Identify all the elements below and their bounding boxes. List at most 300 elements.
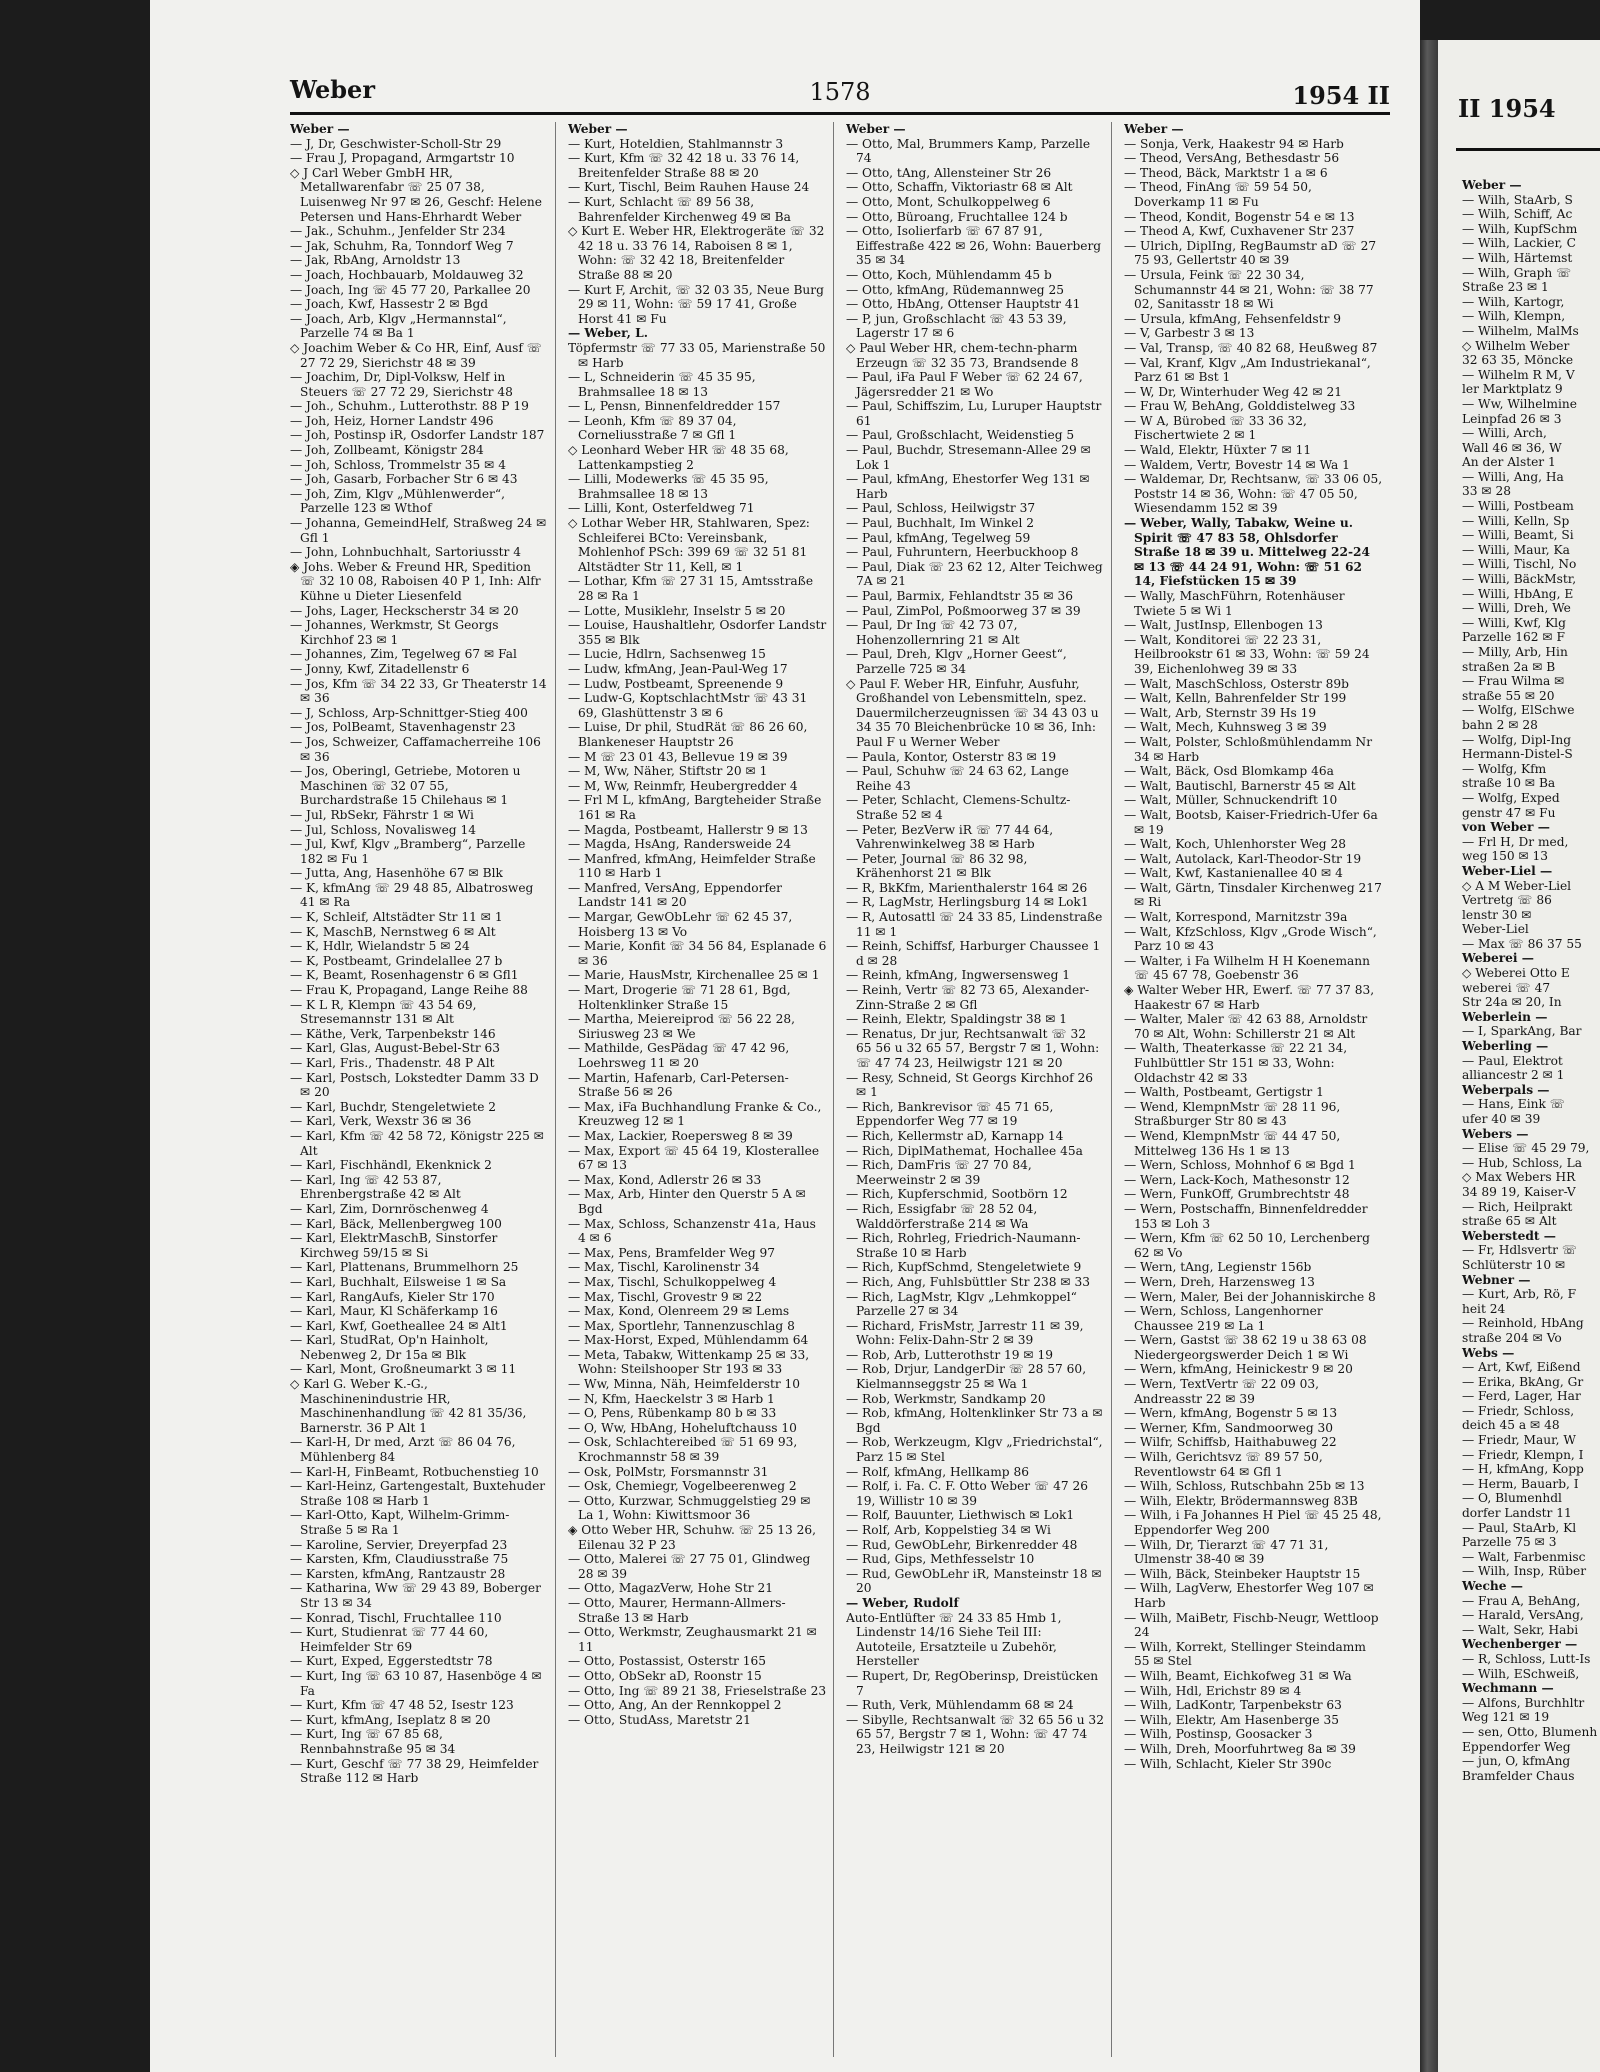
directory-entry: — Lotte, Musiklehr, Inselstr 5 ✉ 20: [568, 603, 786, 618]
directory-entry: — Theod, VersAng, Bethesdastr 56: [1124, 151, 1340, 166]
directory-entry: — P, jun, Großschlacht ☏ 43 53 39, Lagerstr 17 ✉ 6: [846, 311, 1067, 341]
directory-entry: — Karsten, Kfm, Claudiusstraße 75: [290, 1552, 509, 1567]
page-number: 1578: [809, 78, 871, 106]
directory-entry: — Jos, PolBeamt, Stavenhagenstr 23: [290, 720, 516, 735]
directory-entry: — R, BkKfm, Marienthalerstr 164 ✉ 26: [846, 880, 1088, 895]
directory-entry: — Waldem, Vertr, Bovestr 14 ✉ Wa 1: [1124, 457, 1350, 472]
next-page-entry: 34 89 19, Kaiser-V: [1462, 1184, 1576, 1199]
directory-entry: — Reinh, Vertr ☏ 82 73 65, Alexander-Zinn-Straße 2 ✉ Gfl: [846, 983, 1090, 1012]
directory-entry: — Wilh, Beamt, Eichkofweg 31 ✉ Wa: [1124, 1668, 1352, 1683]
directory-entry: — Wilh, Schloss, Rutschbahn 25b ✉ 13: [1124, 1479, 1365, 1494]
directory-entry: — W A, Bürobed ☏ 33 36 32, Fischertwiete 2 ✉ 1: [1124, 413, 1307, 443]
directory-entry: — Walter, i Fa Wilhelm H H Koenemann ☏ 45 67 78, Goebenstr 36: [1124, 953, 1370, 983]
directory-entry: — Karsten, kfmAng, Rantzaustr 28: [290, 1566, 506, 1581]
directory-entry: — Wilh, Korrekt, Stellinger Steindamm 55 ✉ Stel: [1124, 1639, 1366, 1669]
next-page-entry: ◇ A M Weber-Liel: [1462, 878, 1572, 893]
directory-entry: — Ursula, Feink ☏ 22 30 34, Schumannstr 44 ✉ 21, Wohn: ☏ 38 77 02, Sanitasstr 18 ✉ Wi: [1124, 267, 1374, 312]
directory-entry: — Jul, Kwf, Klgv „Bramberg“, Parzelle 182 ✉ Fu 1: [290, 837, 526, 866]
directory-entry: — Jul, RbSekr, Fährstr 1 ✉ Wi: [290, 807, 474, 822]
directory-entry: — Karl-H, FinBeamt, Rotbuchenstieg 10: [290, 1464, 539, 1479]
next-page-entry: Weg 121 ✉ 19: [1462, 1710, 1550, 1725]
directory-entry: — Wilh, Bäck, Steinbeker Hauptstr 15: [1124, 1566, 1361, 1581]
directory-entry: — Waldemar, Dr, Rechtsanw, ☏ 33 06 05, Poststr 14 ✉ 36, Wohn: ☏ 47 05 50, Wiesendamm 152 ✉ 39: [1124, 472, 1383, 516]
directory-entry: — Paul, Buchhalt, Im Winkel 2: [846, 516, 1035, 531]
directory-column-3: [846, 122, 1112, 2057]
next-page-entry: Str 24a ✉ 20, In: [1462, 995, 1562, 1010]
directory-entry: — Karl-Otto, Kapt, Wilhelm-Grimm-Straße 5 ✉ Ra 1: [290, 1508, 510, 1537]
directory-entry: — Paul, Buchdr, Stresemann-Allee 29 ✉ Lok 1: [846, 443, 1091, 472]
directory-entry: — Otto, MagazVerw, Hohe Str 21: [568, 1581, 773, 1596]
directory-entry: — Wilh, Dreh, Moorfuhrtweg 8a ✉ 39: [1124, 1741, 1356, 1756]
next-page-entry: Weberpals —: [1462, 1082, 1550, 1097]
directory-entry: — Joach, Ing ☏ 45 77 20, Parkallee 20: [290, 282, 531, 297]
directory-entry: — Ruth, Verk, Mühlendamm 68 ✉ 24: [846, 1698, 1074, 1713]
next-page-entry: — Frl H, Dr med,: [1462, 834, 1569, 849]
directory-entry: — Rich, Kellermstr aD, Karnapp 14: [846, 1128, 1064, 1143]
directory-entry: — Mathilde, GesPädag ☏ 47 42 96, Loehrsweg 11 ✉ 20: [568, 1041, 790, 1070]
directory-entry: Weber —: [290, 122, 350, 136]
directory-entry: — Rob, Werkzeugm, Klgv „Friedrichstal“, Parz 15 ✉ Stel: [846, 1435, 1103, 1465]
next-page-entry: bahn 2 ✉ 28: [1462, 717, 1538, 732]
directory-entry: — Frau W, BehAng, Golddistelweg 33: [1124, 399, 1356, 414]
directory-entry: — Wern, Dreh, Harzensweg 13: [1124, 1274, 1315, 1289]
next-page-entry: alliancestr 2 ✉ 1: [1462, 1068, 1565, 1083]
directory-entry: — Karoline, Servier, Dreyerpfad 23: [290, 1537, 508, 1552]
directory-entry: — Paul, Fuhruntern, Heerbuckhoop 8: [846, 545, 1079, 560]
directory-entry: — Werner, Kfm, Sandmoorweg 30: [1124, 1420, 1334, 1435]
directory-entry: — Walt, Koch, Uhlenhorster Weg 28: [1124, 837, 1346, 852]
next-page-column: [1462, 178, 1600, 1783]
directory-entry: — Weber, L.: [568, 326, 648, 341]
directory-entry: — Walt, Kelln, Bahrenfelder Str 199: [1124, 691, 1347, 706]
next-page-entry: — Herm, Bauarb, I: [1462, 1476, 1579, 1491]
next-page-entry: — Wilh, Kartogr,: [1462, 294, 1565, 309]
directory-entry: — Otto, kfmAng, Rüdemannweg 25: [846, 282, 1064, 297]
directory-entry: — Jutta, Ang, Hasenhöhe 67 ✉ Blk: [290, 866, 503, 881]
directory-entry: — K, Hdlr, Wielandstr 5 ✉ 24: [290, 939, 470, 954]
directory-entry: — Otto, Kurzwar, Schmuggelstieg 29 ✉ La 1, Wohn: Kiwittsmoor 36: [568, 1493, 811, 1523]
directory-entry: — Wend, KlempnMstr ☏ 28 11 96, Straßburger Str 80 ✉ 43: [1124, 1099, 1341, 1129]
directory-entry: — Karl, Maur, Kl Schäferkamp 16: [290, 1304, 498, 1319]
directory-entry: — Reinh, Schiffsf, Harburger Chaussee 1 d ✉ 28: [846, 939, 1101, 968]
directory-entry: — Wally, MaschFührn, Rotenhäuser Twiete 5 ✉ Wi 1: [1124, 589, 1345, 618]
next-page-entry: — Friedr, Schloss,: [1462, 1403, 1575, 1418]
directory-entry: — K, Postbeamt, Grindelallee 27 b: [290, 953, 503, 968]
directory-entry: — Paul, Diak ☏ 23 62 12, Alter Teichweg 7A ✉ 21: [846, 559, 1103, 589]
directory-entry: — Frl M L, kfmAng, Bargteheider Straße 161 ✉ Ra: [568, 793, 822, 822]
directory-entry: — Lilli, Kont, Osterfeldweg 71: [568, 501, 755, 516]
directory-entry: — Wilh, Postinsp, Goosacker 3: [1124, 1727, 1313, 1742]
directory-entry: — Walt, Kwf, Kastanienallee 40 ✉ 4: [1124, 866, 1343, 881]
next-page-entry: Vertretg ☏ 86: [1462, 893, 1552, 908]
directory-entry: — John, Lohnbuchhalt, Sartoriusstr 4: [290, 545, 521, 560]
directory-entry: — Paula, Kontor, Osterstr 83 ✉ 19: [846, 749, 1057, 764]
directory-entry: — Peter, Journal ☏ 86 32 98, Krähenhorst 21 ✉ Blk: [846, 851, 1028, 881]
directory-entry: — Val, Transp, ☏ 40 82 68, Heußweg 87: [1124, 340, 1378, 355]
directory-entry: — Wern, Schloss, Mohnhof 6 ✉ Bgd 1: [1124, 1158, 1356, 1173]
directory-entry: — Walt, Mech, Kuhnsweg 3 ✉ 39: [1124, 720, 1327, 735]
header-rule: [290, 112, 1390, 115]
directory-entry: — Wilh, Elektr, Brödermannsweg 83B: [1124, 1493, 1358, 1508]
directory-entry: ◇ Paul F. Weber HR, Einfuhr, Ausfuhr, Großhandel von Lebensmitteln, spez. Dauermilcherzeugnissen ☏ 34 43 03 u 34 35 70 Bleichenbrücke 10 ✉ 36, Inh: Paul F u Werner Weber: [846, 676, 1099, 749]
directory-entry: — Joh, Zollbeamt, Königstr 284: [290, 443, 484, 458]
directory-entry: — Karl, ElektrMaschB, Sinstorfer Kirchweg 59/15 ✉ Si: [290, 1231, 498, 1260]
directory-entry: ◇ Lothar Weber HR, Stahlwaren, Spez: Schleiferei BCto: Vereinsbank, Mohlenhof PSch: 399 69 ☏ 32 51 81 Altstädter Str 11, Kell, ✉ 1: [568, 516, 810, 574]
directory-entry: — Jak, RbAng, Arnoldstr 13: [290, 253, 461, 268]
directory-entry: — Wern, FunkOff, Grumbrechtstr 48: [1124, 1187, 1350, 1202]
next-page-entry: — Willi, Ang, Ha: [1462, 469, 1564, 484]
directory-entry: — Wern, Gastst ☏ 38 62 19 u 38 63 08 Niedergeorgswerder Deich 1 ✉ Wi: [1124, 1333, 1367, 1362]
directory-entry: — Karl, RangAufs, Kieler Str 170: [290, 1289, 495, 1304]
directory-entry: — Theod A, Kwf, Cuxhavener Str 237: [1124, 224, 1355, 239]
directory-entry: — J, Schloss, Arp-Schnittger-Stieg 400: [290, 705, 528, 720]
directory-entry: — Jos, Schweizer, Caffamacherreihe 106 ✉ 36: [290, 734, 541, 764]
directory-entry: — Paul, Dr Ing ☏ 42 73 07, Hohenzollernring 21 ✉ Alt: [846, 618, 1020, 647]
directory-entry: — Joh., Schuhm., Lutterothstr. 88 P 19: [290, 399, 529, 414]
directory-entry: — Lucie, Hdlrn, Sachsenweg 15: [568, 647, 766, 662]
directory-entry: — Kurt, Kfm ☏ 47 48 52, Isestr 123: [290, 1698, 514, 1713]
next-page-entry: — Wilh, KupfSchm: [1462, 221, 1578, 236]
directory-entry: — Reinh, Elektr, Spaldingstr 38 ✉ 1: [846, 1012, 1068, 1027]
directory-entry: — Max, Pens, Bramfelder Weg 97: [568, 1245, 776, 1260]
directory-entry: — Paul, kfmAng, Ehestorfer Weg 131 ✉ Harb: [846, 472, 1090, 501]
next-page-entry: — Wolfg, Kfm: [1462, 761, 1547, 776]
next-page-entry: — Frau A, BehAng,: [1462, 1593, 1581, 1608]
directory-entry: — Karl, Verk, Wexstr 36 ✉ 36: [290, 1114, 472, 1129]
next-page-entry: — Wolfg, Exped: [1462, 790, 1560, 805]
directory-entry: — Rud, GewObLehr iR, Mansteinstr 18 ✉ 20: [846, 1566, 1102, 1596]
directory-entry: — Paul, Schuhw ☏ 24 63 62, Lange Reihe 43: [846, 764, 1069, 793]
directory-columns: [290, 122, 1390, 2057]
directory-entry: — Otto, Ang, An der Rennkoppel 2: [568, 1698, 782, 1713]
directory-entry: — Wern, tAng, Legienstr 156b: [1124, 1260, 1312, 1275]
next-page-entry: ◇ Max Webers HR: [1462, 1170, 1576, 1185]
directory-entry: — Paul, iFa Paul F Weber ☏ 62 24 67, Jägersredder 21 ✉ Wo: [846, 370, 1083, 399]
directory-entry: Töpfermstr ☏ 77 33 05, Marienstraße 50 ✉ Harb: [568, 340, 826, 370]
running-head-surname: Weber: [290, 75, 375, 104]
directory-entry: — Walt, Bautischl, Barnerstr 45 ✉ Alt: [1124, 778, 1356, 793]
directory-entry: Weber —: [1124, 122, 1184, 136]
directory-entry: — Joach, Hochbauarb, Moldauweg 32: [290, 267, 524, 282]
directory-entry: — R, LagMstr, Herlingsburg 14 ✉ Lok1: [846, 895, 1089, 910]
directory-column-1: [290, 122, 556, 2057]
directory-entry: — Jak, Schuhm, Ra, Tonndorf Weg 7: [290, 238, 514, 253]
directory-entry: — Ursula, kfmAng, Fehsenfeldstr 9: [1124, 311, 1342, 326]
directory-entry: — Otto, HbAng, Ottenser Hauptstr 41: [846, 297, 1081, 312]
directory-entry: — K L R, Klempn ☏ 43 54 69, Stresemannstr 131 ✉ Alt: [290, 997, 477, 1027]
directory-entry: — Rich, Rohrleg, Friedrich-Naumann-Straße 10 ✉ Harb: [846, 1231, 1081, 1260]
directory-entry: — O, Pens, Rübenkamp 80 b ✉ 33: [568, 1406, 777, 1421]
directory-entry: ◇ Karl G. Weber K.-G., Maschinenindustrie HR, Maschinenhandlung ☏ 42 81 35/36, Barnerstr. 36 P Alt 1: [290, 1377, 527, 1435]
directory-entry: — Käthe, Verk, Tarpenbekstr 146: [290, 1026, 496, 1041]
next-page-entry: Wechenberger —: [1462, 1637, 1578, 1652]
next-page-entry: — Hub, Schloss, La: [1462, 1155, 1582, 1170]
directory-entry: — Wern, Postschaffn, Binnenfeldredder 153 ✉ Loh 3: [1124, 1201, 1368, 1231]
directory-entry: — Max, Kond, Adlerstr 26 ✉ 33: [568, 1172, 762, 1187]
directory-entry: — Wilfr, Schiffsb, Haithabuweg 22: [1124, 1435, 1337, 1450]
next-page-entry: Parzelle 162 ✉ F: [1462, 630, 1565, 645]
directory-entry: — Wern, Lack-Koch, Mathesonstr 12: [1124, 1172, 1350, 1187]
directory-entry: — Walt, JustInsp, Ellenbogen 13: [1124, 618, 1323, 633]
directory-entry: — Otto, Mont, Schulkoppelweg 6: [846, 194, 1051, 209]
directory-entry: — Theod, Kondit, Bogenstr 54 e ✉ 13: [1124, 209, 1355, 224]
directory-entry: — Karl, Kfm ☏ 42 58 72, Königstr 225 ✉ Alt: [290, 1128, 544, 1158]
next-page-entry: Hermann-Distel-S: [1462, 747, 1573, 762]
directory-entry: — Peter, BezVerw iR ☏ 77 44 64, Vahrenwinkelweg 38 ✉ Harb: [846, 822, 1054, 852]
directory-entry: — Rud, GewObLehr, Birkenredder 48: [846, 1537, 1078, 1552]
directory-entry: — Weber, Rudolf: [846, 1595, 959, 1610]
directory-entry: — Joachim, Dr, Dipl-Volksw, Helf in Steuers ☏ 27 72 29, Sierichstr 48: [290, 370, 513, 399]
next-page-entry: Weber-Liel: [1462, 922, 1529, 937]
directory-entry: — Rolf, i. Fa. C. F. Otto Weber ☏ 47 26 19, Willistr 10 ✉ 39: [846, 1479, 1088, 1508]
directory-entry: — Max, Tischl, Grovestr 9 ✉ 22: [568, 1289, 763, 1304]
directory-entry: — Joach, Arb, Klgv „Hermannstal“, Parzelle 74 ✉ Ba 1: [290, 311, 507, 341]
next-page-entry: — Wilh, StaArb, S: [1462, 192, 1573, 207]
directory-entry: — Walt, Bäck, Osd Blomkamp 46a: [1124, 764, 1334, 779]
directory-entry: — Walt, Polster, Schloßmühlendamm Nr 34 ✉ Harb: [1124, 734, 1373, 764]
directory-entry: — Wilh, Hdl, Erichstr 89 ✉ 4: [1124, 1683, 1302, 1698]
directory-entry: — Walter, Maler ☏ 42 63 88, Arnoldstr 70 ✉ Alt, Wohn: Schillerstr 21 ✉ Alt: [1124, 1012, 1368, 1041]
next-page-entry: — Wilh, ESchweiß,: [1462, 1666, 1580, 1681]
next-page-entry: — Wolfg, ElSchwe: [1462, 703, 1575, 718]
next-page-entry: straßen 2a ✉ B: [1462, 659, 1556, 674]
next-page-entry: Webner —: [1462, 1272, 1531, 1287]
directory-entry: — Walth, Postbeamt, Gertigstr 1: [1124, 1085, 1324, 1100]
next-page-entry: — Willi, Arch,: [1462, 426, 1547, 441]
directory-entry: — Rich, Ang, Fuhlsbüttler Str 238 ✉ 33: [846, 1274, 1090, 1289]
next-page-entry: ufer 40 ✉ 39: [1462, 1112, 1541, 1126]
next-page-entry: — Wilhelm R M, V: [1462, 367, 1575, 382]
directory-entry: ◇ Paul Weber HR, chem-techn-pharm Erzeugn ☏ 32 35 73, Brandsende 8: [846, 340, 1079, 370]
directory-entry: — Otto, ObSekr aD, Roonstr 15: [568, 1668, 762, 1683]
next-page-entry: — Willi, Maur, Ka: [1462, 542, 1570, 557]
directory-entry: ◈ Walter Weber HR, Ewerf. ☏ 77 37 83, Haakestr 67 ✉ Harb: [1124, 983, 1375, 1012]
directory-entry: — Ludw, kfmAng, Jean-Paul-Weg 17: [568, 661, 788, 676]
directory-entry: — Jos, Kfm ☏ 34 22 33, Gr Theaterstr 14 ✉ 36: [290, 676, 547, 706]
directory-entry: — Rolf, Bauunter, Liethwisch ✉ Lok1: [846, 1508, 1075, 1523]
directory-entry: — K, Beamt, Rosenhagenstr 6 ✉ Gfl1: [290, 968, 519, 983]
next-page-entry: — Willi, Kwf, Klg: [1462, 615, 1566, 630]
directory-entry: — Kurt, kfmAng, Iseplatz 8 ✉ 20: [290, 1712, 491, 1727]
directory-entry: — L, Schneiderin ☏ 45 35 95, Brahmsallee 18 ✉ 13: [568, 370, 756, 399]
directory-entry: — Johannes, Werkmstr, St Georgs Kirchhof 23 ✉ 1: [290, 618, 499, 647]
directory-entry: — Wern, kfmAng, Heinickestr 9 ✉ 20: [1124, 1362, 1353, 1377]
next-page-entry: — H, kfmAng, Kopp: [1462, 1462, 1584, 1477]
directory-entry: — Kurt, Schlacht ☏ 89 56 38, Bahrenfelder Kirchenweg 49 ✉ Ba: [568, 194, 791, 224]
next-page-entry: — Willi, HbAng, E: [1462, 586, 1574, 601]
directory-entry: — Walt, KfzSchloss, Klgv „Grode Wisch“, Parz 10 ✉ 43: [1124, 924, 1377, 954]
directory-entry: — Karl, Plattenans, Brummelhorn 25: [290, 1260, 519, 1275]
directory-entry: — Theod, FinAng ☏ 59 54 50, Doverkamp 11 ✉ Fu: [1124, 180, 1312, 209]
directory-entry: — Otto, Schaffn, Viktoriastr 68 ✉ Alt: [846, 180, 1073, 195]
directory-entry: — Paul, Großschlacht, Weidenstieg 5: [846, 428, 1075, 443]
directory-entry: — Paul, Schloss, Heilwigstr 37: [846, 501, 1036, 516]
directory-entry: — Manfred, VersAng, Eppendorfer Landstr 141 ✉ 20: [568, 880, 783, 910]
next-page-entry: — Paul, Elektrot: [1462, 1053, 1563, 1068]
directory-entry: — Wend, KlempnMstr ☏ 44 47 50, Mittelweg 136 Hs 1 ✉ 13: [1124, 1128, 1341, 1158]
next-page-entry: — Milly, Arb, Hin: [1462, 645, 1568, 659]
next-page-entry: — Fr, Hdlsvertr ☏: [1462, 1243, 1578, 1258]
edition-year: 1954 II: [1292, 81, 1390, 110]
directory-entry: — N, Kfm, Haeckelstr 3 ✉ Harb 1: [568, 1391, 775, 1406]
directory-entry: — Wald, Elektr, Hüxter 7 ✉ 11: [1124, 443, 1312, 458]
next-page-entry: Eppendorfer Weg: [1462, 1739, 1571, 1754]
directory-entry: — Otto, Isolierfarb ☏ 67 87 91, Eiffestraße 422 ✉ 26, Wohn: Bauerberg 35 ✉ 34: [846, 224, 1102, 268]
directory-entry: — Joh, Gasarb, Forbacher Str 6 ✉ 43: [290, 472, 518, 487]
directory-entry: — Karl, Mont, Großneumarkt 3 ✉ 11: [290, 1362, 517, 1377]
directory-entry: — Wern, Maler, Bei der Johanniskirche 8: [1124, 1289, 1376, 1304]
directory-entry: — Rolf, Arb, Koppelstieg 34 ✉ Wi: [846, 1523, 1051, 1537]
directory-entry: ◈ Otto Weber HR, Schuhw. ☏ 25 13 26, Eilenau 32 P 23: [568, 1523, 816, 1552]
directory-entry: — M, Ww, Reinmfr, Heubergredder 4: [568, 778, 798, 793]
directory-entry: — Marie, HausMstr, Kirchenallee 25 ✉ 1: [568, 968, 820, 983]
next-page-entry: — Harald, VersAng,: [1462, 1608, 1584, 1623]
next-page-entry: — Walt, Farbenmisc: [1462, 1549, 1586, 1564]
directory-column-2: [568, 122, 834, 2057]
next-page-entry: Bramfelder Chaus: [1462, 1768, 1575, 1783]
directory-entry: — Magda, Postbeamt, Hallerstr 9 ✉ 13: [568, 822, 808, 837]
next-page-entry: — Art, Kwf, Eißend: [1462, 1360, 1581, 1375]
directory-entry: — Karl, Fris., Thadenstr. 48 P Alt: [290, 1056, 495, 1070]
directory-entry: — Karl, Buchhalt, Eilsweise 1 ✉ Sa: [290, 1274, 507, 1289]
directory-entry: — Walt, Bootsb, Kaiser-Friedrich-Ufer 6a ✉ 19: [1124, 807, 1378, 837]
directory-entry: — Wilh, Dr, Tierarzt ☏ 47 71 31, Ulmenstr 38-40 ✉ 39: [1124, 1537, 1329, 1567]
next-page-entry: — Wilh, Lackier, C: [1462, 236, 1577, 251]
directory-entry: — Rolf, kfmAng, Hellkamp 86: [846, 1464, 1029, 1479]
directory-entry: — Paul, Dreh, Klgv „Horner Geest“, Parzelle 725 ✉ 34: [846, 647, 1067, 676]
directory-entry: — Karl, Buchdr, Stengeletwiete 2: [290, 1099, 497, 1114]
directory-entry: — Louise, Haushaltlehr, Osdorfer Landstr 355 ✉ Blk: [568, 618, 827, 647]
directory-entry: — Wern, Kfm ☏ 62 50 10, Lerchenberg 62 ✉ Vo: [1124, 1231, 1370, 1260]
directory-entry: — R, Autosattl ☏ 24 33 85, Lindenstraße 11 ✉ 1: [846, 910, 1103, 939]
directory-entry: — Margar, GewObLehr ☏ 62 45 37, Hoisberg 13 ✉ Vo: [568, 910, 793, 939]
directory-entry: — Karl, Kwf, Goetheallee 24 ✉ Alt1: [290, 1318, 508, 1333]
directory-entry: ◇ Leonhard Weber HR ☏ 48 35 68, Lattenkampstieg 2: [568, 443, 789, 472]
directory-entry: — Richard, FrisMstr, Jarrestr 11 ✉ 39, Wohn: Felix-Dahn-Str 2 ✉ 39: [846, 1318, 1084, 1348]
next-page-entry: Weberstedt —: [1462, 1228, 1556, 1243]
next-page-entry: An der Alster 1: [1462, 455, 1556, 470]
directory-entry: Weber —: [846, 122, 906, 136]
next-page-entry: — Willi, Tischl, No: [1462, 557, 1577, 572]
next-page-entry: — Wilh, Härtemst: [1462, 250, 1573, 265]
directory-entry: — Rich, Essigfabr ☏ 28 52 04, Walddörferstraße 214 ✉ Wa: [846, 1201, 1038, 1231]
directory-entry: — Paul, ZimPol, Poßmoorweg 37 ✉ 39: [846, 603, 1081, 618]
next-page-entry: — R, Schloss, Lutt-Is: [1462, 1651, 1591, 1666]
directory-entry: — Otto, Postassist, Osterstr 165: [568, 1654, 766, 1669]
directory-entry: — Max, iFa Buchhandlung Franke & Co., Kreuzweg 12 ✉ 1: [568, 1099, 822, 1129]
directory-entry: — Kurt, Hoteldien, Stahlmannstr 3: [568, 136, 784, 151]
next-page-entry: — Willi, Dreh, We: [1462, 601, 1571, 616]
directory-entry: — Joh, Zim, Klgv „Mühlenwerder“, Parzelle 123 ✉ Wthof: [290, 486, 505, 516]
next-page-entry: Weche —: [1462, 1579, 1523, 1593]
next-page-entry: Webs —: [1462, 1345, 1515, 1360]
directory-entry: — Rud, Gips, Methfesselstr 10: [846, 1552, 1035, 1567]
book-binding: [1420, 40, 1438, 2072]
directory-entry: — Osk, Schlachtereibed ☏ 51 69 93, Krochmannstr 58 ✉ 39: [568, 1435, 798, 1465]
directory-entry: — Karl, StudRat, Op'n Hainholt, Nebenweg 2, Dr 15a ✉ Blk: [290, 1333, 489, 1362]
directory-entry: — Osk, PolMstr, Forsmannstr 31: [568, 1464, 769, 1479]
next-page-entry: — Wolfg, Dipl-Ing: [1462, 732, 1572, 747]
next-page-entry: straße 55 ✉ 20: [1462, 688, 1555, 703]
next-page-entry: Weberlein —: [1462, 1009, 1548, 1024]
directory-entry: — Walt, Arb, Sternstr 39 Hs 19: [1124, 705, 1317, 720]
directory-entry: — Resy, Schneid, St Georgs Kirchhof 26 ✉ 1: [846, 1070, 1093, 1100]
next-page-rule: [1456, 148, 1600, 151]
directory-entry: — Rob, Drjur, LandgerDir ☏ 28 57 60, Kielmannseggstr 25 ✉ Wa 1: [846, 1362, 1087, 1392]
next-page-entry: — sen, Otto, Blumenh: [1462, 1724, 1598, 1739]
next-page-entry: ◇ Wilhelm Weber: [1462, 338, 1570, 353]
directory-entry: — Manfred, kfmAng, Heimfelder Straße 110 ✉ Harb 1: [568, 851, 816, 881]
next-page-entry: — I, SparkAng, Bar: [1462, 1024, 1582, 1039]
directory-entry: Auto-Entlüfter ☏ 24 33 85 Hmb 1, Lindenstr 14/16 Siehe Teil III: Autoteile, Ersatzteile u Zubehör, Hersteller: [846, 1610, 1062, 1669]
next-page-entry: Weberei —: [1462, 951, 1534, 966]
directory-entry: — Mart, Drogerie ☏ 71 28 61, Bgd, Holtenklinker Straße 15: [568, 983, 791, 1012]
next-page-entry: ler Marktplatz 9: [1462, 382, 1563, 397]
directory-entry: — Konrad, Tischl, Fruchtallee 110: [290, 1610, 502, 1625]
directory-entry: — Walt, Konditorei ☏ 22 23 31, Heilbrookstr 61 ✉ 33, Wohn: ☏ 59 24 39, Eichenlohweg 39 ✉ 33: [1124, 632, 1370, 676]
directory-entry: — Lothar, Kfm ☏ 27 31 15, Amtsstraße 28 ✉ Ra 1: [568, 574, 814, 603]
next-page-entry: — Wilhelm, MalMs: [1462, 323, 1579, 338]
directory-entry: — Kurt F, Archit, ☏ 32 03 35, Neue Burg 29 ✉ 11, Wohn: ☏ 59 17 41, Große Horst 41 ✉ Fu: [568, 282, 824, 326]
directory-entry: — Wilh, Gerichtsvz ☏ 89 57 50, Reventlowstr 64 ✉ Gfl 1: [1124, 1450, 1323, 1479]
next-page-entry: — Willi, Kelln, Sp: [1462, 513, 1570, 528]
next-page-entry: straße 10 ✉ Ba: [1462, 776, 1556, 791]
next-page-entry: — Reinhold, HbAng: [1462, 1316, 1584, 1331]
next-page-entry: Parzelle 75 ✉ 3: [1462, 1535, 1557, 1550]
directory-entry: — Karl, Bäck, Mellenbergweg 100: [290, 1216, 502, 1231]
next-page-entry: Wall 46 ✉ 36, W: [1462, 440, 1562, 455]
next-page-entry: 33 ✉ 28: [1462, 484, 1511, 499]
directory-entry: — Otto, StudAss, Maretstr 21: [568, 1712, 751, 1727]
directory-entry: — Joach, Kwf, Hassestr 2 ✉ Bgd: [290, 297, 489, 312]
directory-entry: — Karl, Postsch, Lokstedter Damm 33 D ✉ 20: [290, 1070, 539, 1100]
next-page-entry: weg 150 ✉ 13: [1462, 849, 1549, 864]
directory-entry: — Martha, Meiereiprod ☏ 56 22 28, Siriusweg 23 ✉ We: [568, 1012, 796, 1041]
directory-entry: — Wern, Schloss, Langenhorner Chaussee 219 ✉ La 1: [1124, 1304, 1323, 1333]
next-page-entry: — O, Blumenhdl: [1462, 1491, 1562, 1506]
directory-entry: — Paul, Barmix, Fehlandtstr 35 ✉ 36: [846, 589, 1073, 603]
directory-entry: — Kurt, Exped, Eggerstedtstr 78: [290, 1654, 493, 1669]
directory-column-4: [1124, 122, 1390, 2057]
directory-entry: — Karl-H, Dr med, Arzt ☏ 86 04 76, Mühlenberg 84: [290, 1435, 516, 1465]
directory-entry: — Max, Tischl, Schulkoppelweg 4: [568, 1274, 777, 1289]
directory-entry: — Marie, Konfit ☏ 34 56 84, Esplanade 6 ✉ 36: [568, 939, 827, 968]
next-page-entry: — Friedr, Klempn, I: [1462, 1447, 1584, 1462]
next-page-entry: — Wilh, Schiff, Ac: [1462, 207, 1573, 222]
directory-entry: — V, Garbestr 3 ✉ 13: [1124, 326, 1255, 341]
directory-entry: ◇ Kurt E. Weber HR, Elektrogeräte ☏ 32 42 18 u. 33 76 14, Raboisen 8 ✉ 1, Wohn: ☏ 32 42 18, Breitenfelder Straße 88 ✉ 20: [568, 224, 825, 282]
directory-entry: — Johanna, GemeindHelf, Straßweg 24 ✉ Gfl 1: [290, 516, 547, 545]
directory-entry: — Joh, Schloss, Trommelstr 35 ✉ 4: [290, 457, 506, 472]
directory-entry: — Wern, TextVertr ☏ 22 09 03, Andreasstr 22 ✉ 39: [1124, 1377, 1319, 1406]
directory-entry: — Otto, tAng, Allensteiner Str 26: [846, 165, 1052, 180]
directory-entry: — Paul, kfmAng, Tegelweg 59: [846, 530, 1031, 545]
directory-entry: — Rob, Werkmstr, Sandkamp 20: [846, 1391, 1046, 1406]
directory-entry: — Walt, MaschSchloss, Osterstr 89b: [1124, 676, 1349, 691]
next-page-entry: — Willi, Postbeam: [1462, 499, 1574, 514]
directory-entry: — Walt, Müller, Schnuckendrift 10: [1124, 793, 1338, 808]
next-page-entry: heit 24: [1462, 1301, 1506, 1316]
directory-entry: — Karl, Fischhändl, Ekenknick 2: [290, 1158, 492, 1173]
directory-entry: — Wilh, Schlacht, Kieler Str 390c: [1124, 1756, 1332, 1771]
next-page-entry: Webers —: [1462, 1126, 1529, 1141]
next-page-entry: — Ferd, Lager, Har: [1462, 1389, 1581, 1404]
directory-entry: — Max, Schloss, Schanzenstr 41a, Haus 4 ✉ 6: [568, 1216, 816, 1246]
directory-entry: — Wilh, Elektr, Am Hasenberge 35: [1124, 1712, 1339, 1727]
directory-entry: — Magda, HsAng, Randersweide 24: [568, 837, 792, 852]
next-page-entry: — Paul, StaArb, Kl: [1462, 1520, 1577, 1535]
directory-entry: — Luise, Dr phil, StudRät ☏ 86 26 60, Blankeneser Hauptstr 26: [568, 720, 808, 749]
